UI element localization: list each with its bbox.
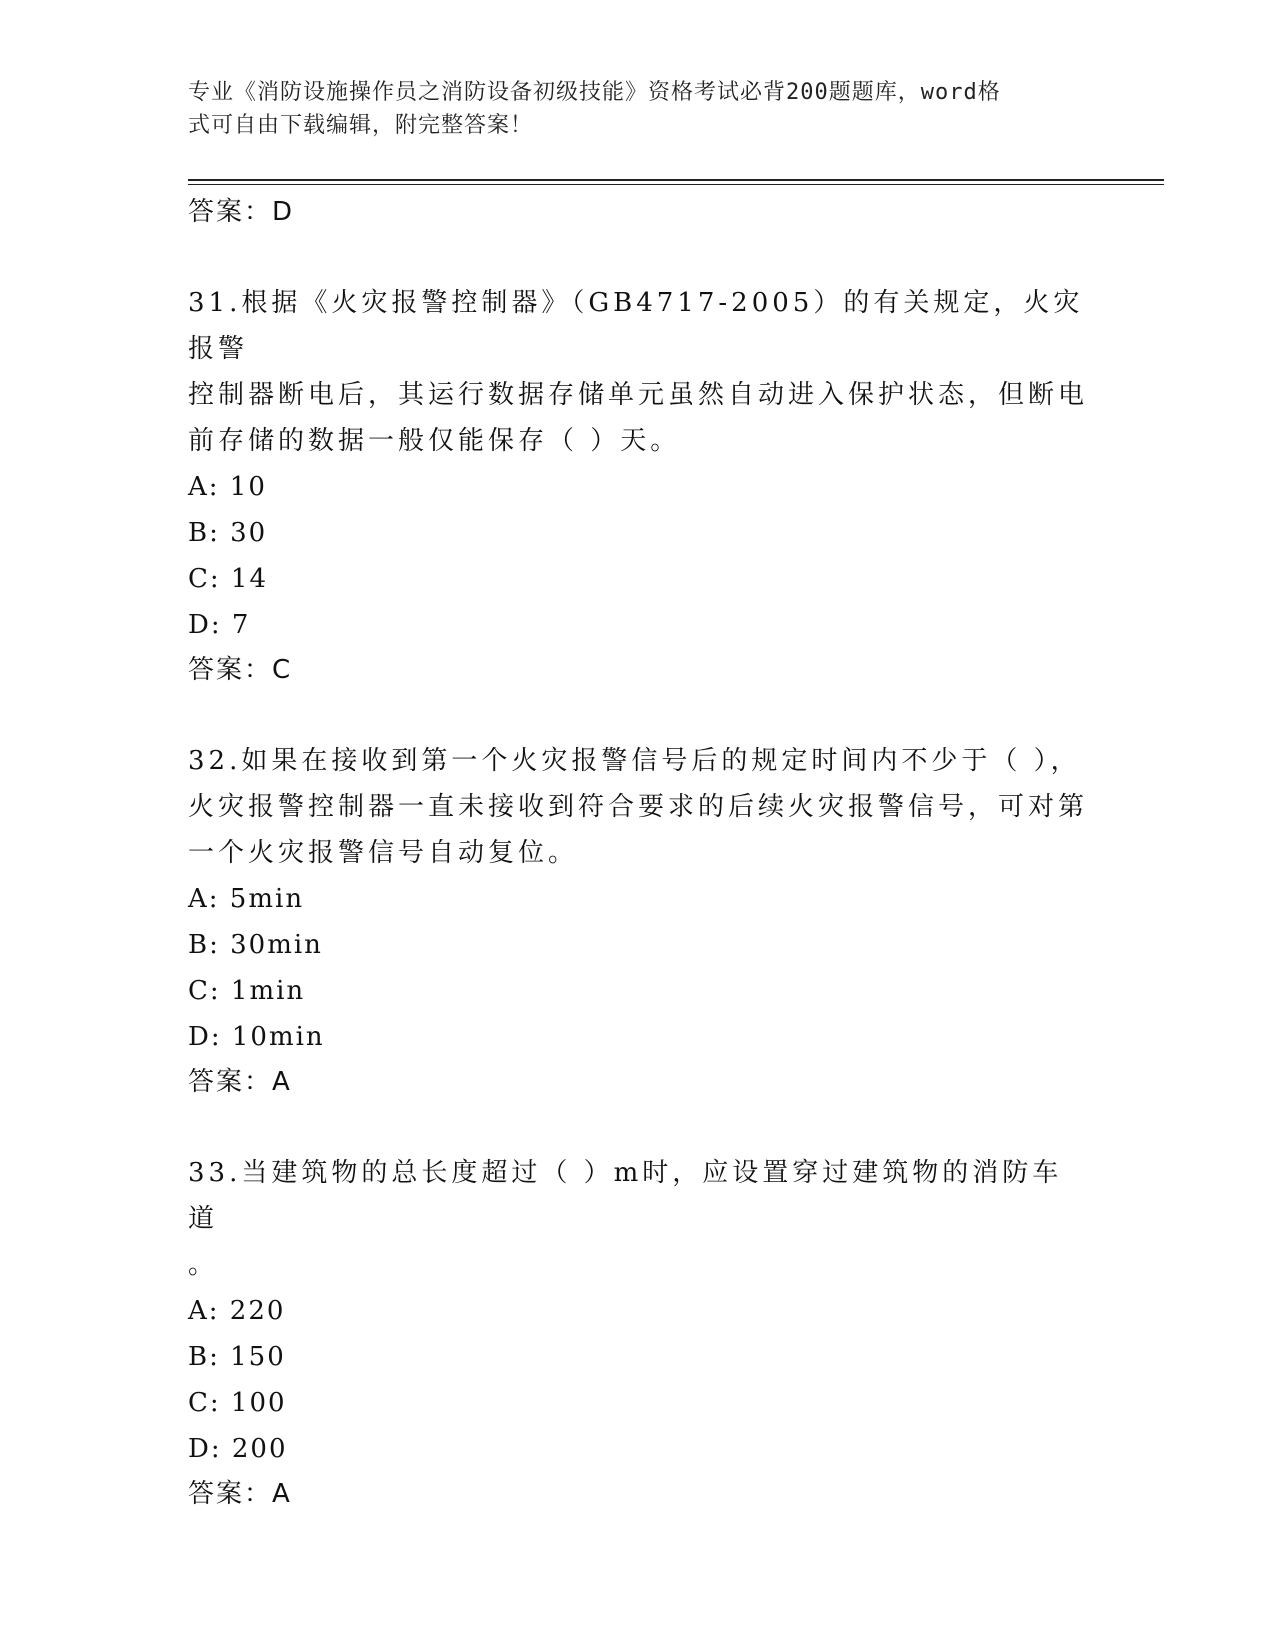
answer: 答案：C: [188, 655, 293, 685]
document-body: [188, 190, 1088, 1516]
question-line: 32.如果在接收到第一个火灾报警信号后的规定时间内不少于（ ），: [188, 746, 1081, 776]
option-c: C: 1min: [188, 976, 306, 1006]
question-text: [188, 280, 1088, 464]
answer: 答案：A: [188, 1479, 292, 1509]
option-b: B: 150: [188, 1342, 286, 1372]
header-line-2: 式可自由下载编辑，附完整答案！: [188, 113, 534, 138]
question-line: 火灾报警控制器一直未接收到符合要求的后续火灾报警信号，可对第: [188, 792, 1089, 822]
option-d: D: 10min: [188, 1022, 325, 1052]
question-text: [188, 738, 1088, 876]
header-line-1: 专业《消防设施操作员之消防设备初级技能》资格考试必背200题题库，word格: [188, 80, 1001, 105]
question-33: [188, 1150, 1088, 1516]
option-b: B: 30: [188, 518, 268, 548]
option-a: A: 5min: [188, 884, 305, 914]
option-b: B: 30min: [188, 930, 323, 960]
header-divider: [188, 179, 1164, 185]
question-line: 33.当建筑物的总长度超过（ ）m时，应设置穿过建筑物的消防车道: [188, 1158, 1063, 1234]
option-a: A: 10: [188, 472, 267, 502]
option-a: A: 220: [188, 1296, 286, 1326]
question-32: [188, 738, 1088, 1104]
question-line: 。: [188, 1250, 219, 1280]
document-header: [188, 76, 1068, 142]
answer-previous: 答案：D: [188, 197, 295, 227]
question-31: [188, 280, 1088, 692]
option-d: D: 7: [188, 610, 251, 640]
answer: 答案：A: [188, 1067, 292, 1097]
question-line: 前存储的数据一般仅能保存（ ）天。: [188, 426, 681, 456]
option-c: C: 100: [188, 1388, 287, 1418]
question-line: 一个火灾报警信号自动复位。: [188, 838, 579, 868]
option-c: C: 14: [188, 564, 269, 594]
option-d: D: 200: [188, 1434, 288, 1464]
question-line: 31.根据《火灾报警控制器》（GB4717-2005）的有关规定，火灾报警: [188, 288, 1084, 364]
question-text: [188, 1150, 1088, 1288]
question-line: 控制器断电后，其运行数据存储单元虽然自动进入保护状态，但断电: [188, 380, 1089, 410]
